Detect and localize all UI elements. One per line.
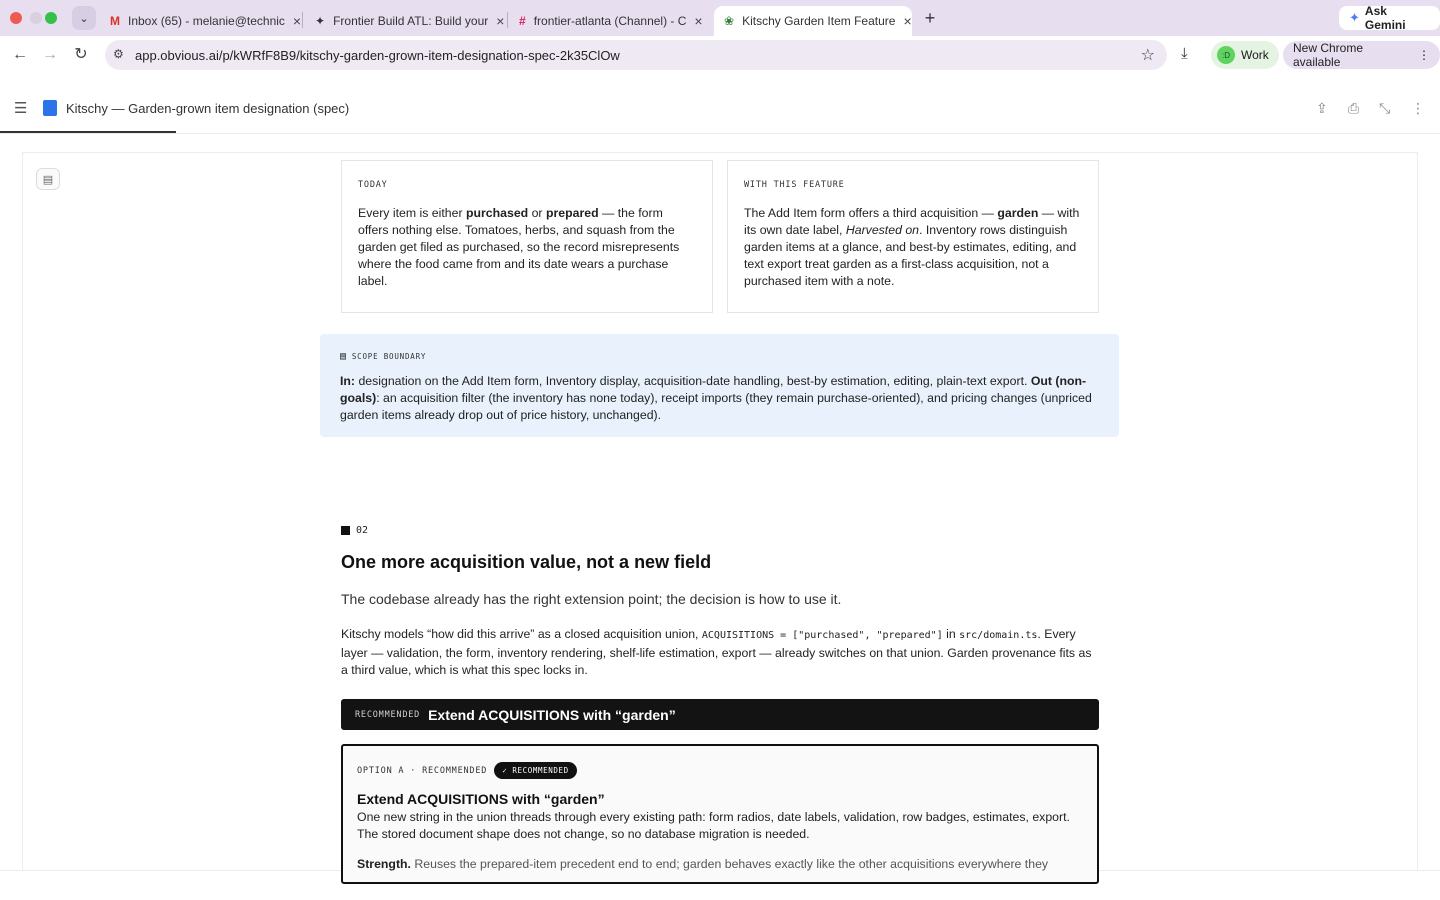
option-header [357,762,1083,779]
text: Kitschy models “how did this arrive” as a closed acquisition union, [341,627,702,641]
tab-slack[interactable] [509,6,709,36]
more-vertical-icon[interactable]: ⋮ [1411,100,1425,116]
gmail-icon: M [110,14,120,28]
card-body [744,205,1082,290]
bold-text: Strength. [357,857,411,871]
inline-code: ACQUISITIONS = ["purchased", "prepared"] [701,630,943,641]
bold-text: garden [997,206,1039,220]
browser-toolbar [0,36,1440,74]
tab-separator [507,12,508,28]
bookmark-star-icon[interactable]: ☆ [1140,47,1155,64]
avatar: :D [1217,46,1235,64]
inline-code: src/domain.ts [959,630,1038,641]
option-label: OPTION A · RECOMMENDED [357,765,488,776]
bold-text: In: [340,374,356,388]
card-body [358,205,696,290]
obvious-icon: ❀ [724,14,735,28]
card-label: TODAY [358,180,388,190]
text: in [942,627,960,641]
forward-button[interactable] [40,45,60,65]
app-header [0,74,1440,134]
chevron-down-icon: ⌄ [79,12,89,25]
section-number [341,525,368,536]
text: . Inventory rows distinguish garden items at a glance, and best-by estimates, editing, and text export treat garden as a first-class acquisition, not a purchased item with a note. [744,223,1077,288]
section-title: One more acquisition value, not a new field [341,552,712,572]
print-icon[interactable]: ⎙ [1348,100,1360,116]
option-strength [357,857,1083,871]
reading-progress-bar [0,131,176,133]
collapse-icon[interactable]: ⤡ [1379,100,1391,116]
text: — with its own date label, [744,206,1080,237]
close-tab-icon[interactable]: × [496,13,505,29]
close-tab-icon[interactable]: × [903,13,912,29]
chrome-update-button[interactable] [1283,41,1440,69]
tab-strip [0,0,1440,36]
gemini-icon: ✦ [1349,10,1360,25]
close-tab-icon[interactable]: × [292,13,302,29]
text: : an acquisition filter (the inventory has none today), receipt imports (they remain purchase-oriented), and pricing changes (unpriced garden items already drop out of price history, unchanged). [340,391,1092,422]
callout-label-text: SCOPE BOUNDARY [351,352,427,361]
minimize-window-button[interactable] [30,12,42,24]
tab-title: Kitschy Garden Item Feature [742,14,896,28]
recommended-badge: ✓ RECOMMENDED [494,762,577,779]
back-button[interactable] [10,45,30,65]
card-label: WITH THIS FEATURE [744,180,845,190]
text: or [528,206,546,220]
option-body: One new string in the union threads through every existing path: form radios, date labels, validation, row badges, estimates, export. The stored document shape does not change, so no database migration is needed. [357,810,1070,841]
sidebar-toggle-button[interactable] [36,168,60,190]
text: designation on the Add Item form, Inventory display, acquisition-date handling, best-by estimation, editing, plain-text export. [355,374,1031,388]
more-vertical-icon: ⋮ [1418,48,1430,62]
text: . Every layer — validation, the form, inventory rendering, shelf-life estimation, export — already switches on that union. Garden provenance fits as a third value, which is what this spec locks in. [341,627,1092,677]
new-tab-button[interactable]: + [924,8,936,28]
option-title: Extend ACQUISITIONS with “garden” [357,791,605,807]
maximize-window-button[interactable] [45,12,57,24]
section-subtitle: The codebase already has the right extension point; the decision is how to use it. [341,591,842,607]
tab-frontier-build[interactable] [305,6,505,36]
today-card [341,160,713,313]
scope-boundary-callout [320,334,1119,437]
tab-title: Frontier Build ATL: Build your [333,14,489,28]
tab-search-button[interactable] [72,6,96,30]
section-paragraph [341,626,1101,680]
sparkle-icon: ✦ [315,14,326,28]
ask-gemini-label: Ask Gemini [1364,4,1406,32]
menu-icon[interactable]: ☰ [14,100,28,117]
text: Every item is either [358,206,466,220]
bold-text: prepared [545,206,599,220]
update-label: New Chrome available [1293,41,1364,69]
list-icon: ▤ [340,351,347,362]
recommended-banner [341,699,1099,730]
bold-text: purchased [465,206,529,220]
site-settings-icon[interactable]: ⚙ [113,47,124,61]
banner-title: Extend ACQUISITIONS with “garden” [428,706,676,723]
arrow-right-icon: → [42,46,58,63]
reload-button[interactable] [71,45,91,65]
tab-kitschy[interactable] [714,6,912,36]
banner-label: RECOMMENDED [355,709,421,720]
share-icon[interactable]: ⇪ [1316,100,1328,116]
document-icon [43,100,57,116]
bold-text: Out (non-goals) [340,374,1087,405]
tab-title: Inbox (65) - melanie@technic [128,14,285,28]
sidebar-icon: ▤ [42,173,54,186]
option-a-card [341,744,1099,884]
text: The Add Item form offers a third acquisition — [744,206,998,220]
square-icon [341,526,350,535]
section-number-text: 02 [356,525,369,536]
with-feature-card [727,160,1099,313]
callout-label [340,351,1099,362]
address-bar[interactable] [105,40,1167,70]
italic-text: Harvested on [845,223,919,237]
text: Reuses the prepared-item precedent end to end; garden behaves exactly like the other acquisitions everywhere they [410,857,1049,871]
text: — the form offers nothing else. Tomatoes, herbs, and squash from the garden get filed as purchased, so the record misrepresents where the food came from and its date wears a purchase label. [358,206,680,288]
profile-label: Work [1241,48,1269,62]
close-tab-icon[interactable]: × [694,13,703,29]
slack-icon: # [519,14,526,28]
profile-button[interactable] [1211,41,1279,69]
callout-body [340,373,1099,424]
reload-icon: ↻ [74,46,88,63]
ask-gemini-button[interactable] [1339,6,1440,30]
close-window-button[interactable] [10,12,22,24]
url-text: app.obvious.ai/p/kWRfF8B9/kitschy-garden-grown-item-designation-spec-2k35ClOw [135,48,620,63]
arrow-left-icon: ← [12,46,28,63]
tab-separator [302,12,303,28]
tab-gmail[interactable] [100,6,300,36]
page-title: Kitschy — Garden-grown item designation (spec) [66,101,350,116]
download-icon[interactable]: ⤓ [1181,45,1188,62]
tab-title: frontier-atlanta (Channel) - C [533,14,687,28]
